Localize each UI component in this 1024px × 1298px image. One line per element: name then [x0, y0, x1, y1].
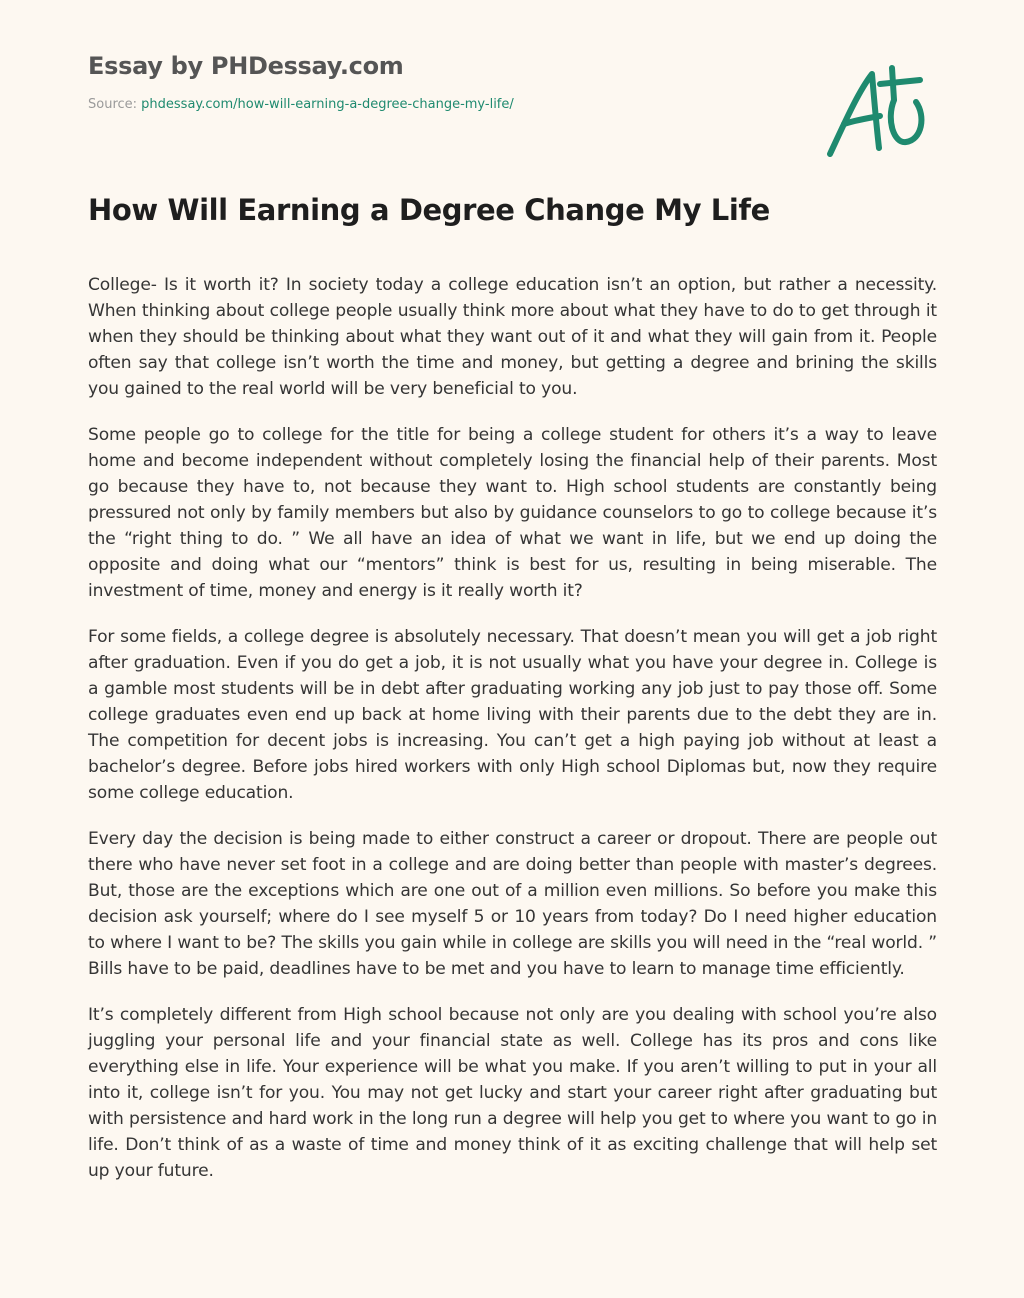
source-line: [88, 96, 808, 114]
essay-paragraph: Some people go to college for the title for being a college student for others it’s a way to leave home and become independent without completely losing the financial help of their parents. Most go because they have to, not because they want to. High school students are constantly being pressured not only by family members but also by guidance counselors to go to college because it’s the “right thing to do. ” We all have an idea of what we want in life, but we end up doing the opposite and doing what our “mentors” think is best for us, resulting in being miserable. The investment of time, money and energy is it really worth it?: [88, 425, 937, 601]
source-link[interactable]: phdessay.com/how-will-earning-a-degree-change-my-life/: [141, 97, 514, 112]
essay-paragraph: College- Is it worth it? In society today a college education isn’t an option, but rather a necessity. When thinking about college people usually think more about what they have to do to get through it when they should be thinking about what they want out of it and what they will gain from it. People often say that college isn’t worth the time and money, but getting a degree and brining the skills you gained to the real world will be very beneficial to you.: [88, 275, 937, 399]
essay-paragraph: For some fields, a college degree is absolutely necessary. That doesn’t mean you will get a job right after graduation. Even if you do get a job, it is not usually what you have your degree in. College is a gamble most students will be in debt after graduating working any job just to pay those off. Some college graduates even end up back at home living with their parents due to the debt they are in. The competition for decent jobs is increasing. You can’t get a high paying job without at least a bachelor’s degree. Before jobs hired workers with only High school Diplomas but, now they require some college education.: [88, 627, 937, 803]
essay-title: How Will Earning a Degree Change My Life: [88, 193, 770, 227]
a-plus-grade-icon: [822, 64, 930, 160]
essay-header: [88, 48, 808, 114]
letter-a-stroke: [830, 74, 879, 154]
essay-paragraph: It’s completely different from High school because not only are you dealing with school you’re also juggling your personal life and your financial state as well. College has its pros and cons like everything else in life. Your experience will be what you make. If you aren’t willing to put in your all into it, college isn’t for you. You may not get lucky and start your career right after graduating but with persistence and hard work in the long run a degree will help you get to where you want to go in life. Don’t think of as a waste of time and money think of it as exciting challenge that will help set up your future.: [88, 1005, 937, 1181]
essay-paragraph: Every day the decision is being made to either construct a career or dropout. There are people out there who have never set foot in a college and are doing better than people with master’s degrees. But, those are the exceptions which are one out of a million even millions. So before you make this decision ask yourself; where do I see myself 5 or 10 years from today? Do I need higher education to where I want to be? The skills you gain while in college are skills you will need in the “real world. ” Bills have to be paid, deadlines have to be met and you have to learn to manage time efficiently.: [88, 829, 937, 979]
essay-body: [88, 272, 937, 1204]
brand-title: Essay by PHDessay.com: [88, 52, 404, 80]
plus-loop: [891, 100, 922, 142]
plus-horizontal: [880, 80, 920, 84]
source-label: Source:: [88, 97, 142, 112]
